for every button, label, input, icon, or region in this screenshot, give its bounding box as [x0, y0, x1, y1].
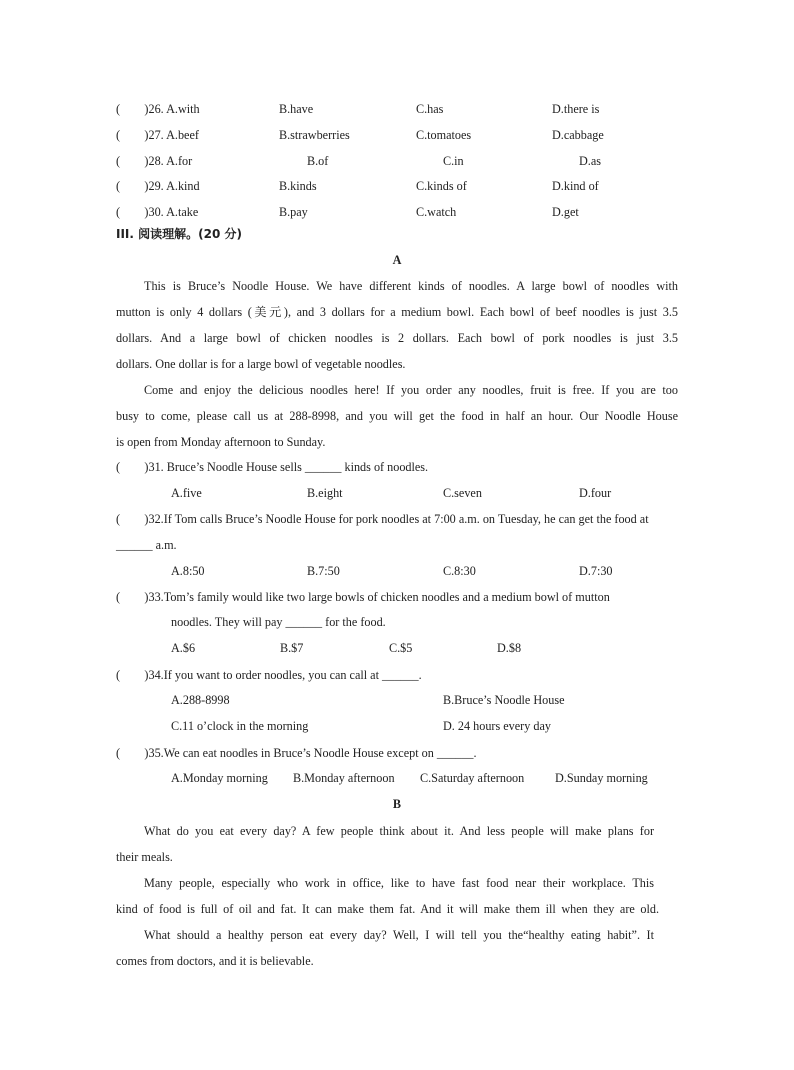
question-number: ( )29. A.kind: [116, 179, 200, 193]
passage-a-line: is open from Monday afternoon to Sunday.: [116, 435, 326, 449]
passage-b-line: What should a healthy person eat every day? Well, I will tell you the“healthy eating habit”. It: [144, 928, 654, 942]
option-d: D. 24 hours every day: [443, 719, 551, 733]
question-stem: ( )32.If Tom calls Bruce’s Noodle House for pork noodles at 7:00 a.m. on Tuesday, he can get the food at: [116, 512, 649, 526]
option-b: B.Monday afternoon: [293, 771, 395, 785]
option-b: B.7:50: [307, 564, 340, 578]
option-c: C.watch: [416, 205, 457, 219]
option-b: B.pay: [279, 205, 308, 219]
option-b: B.$7: [280, 641, 304, 655]
option-a: A.five: [171, 486, 202, 500]
question-number: ( )27. A.beef: [116, 128, 199, 142]
passage-b-label: B: [392, 797, 402, 811]
passage-b-line: comes from doctors, and it is believable.: [116, 954, 314, 968]
option-d: D.7:30: [579, 564, 613, 578]
passage-a-line: mutton is only 4 dollars (美元), and 3 dollars for a medium bowl. Each bowl of beef noodles is just 3.5: [116, 305, 678, 319]
option-b: B.of: [307, 154, 329, 168]
question-stem-continued: ______ a.m.: [116, 538, 177, 552]
passage-a-line: dollars. And a large bowl of chicken noodles is 2 dollars. Each bowl of pork noodles is just 3.5: [116, 331, 678, 345]
option-c: C.$5: [389, 641, 413, 655]
option-d: D.as: [579, 154, 602, 168]
passage-b-line: kind of food is full of oil and fat. It can make them fat. And it will make them ill when they are old.: [116, 902, 659, 916]
option-c: C.in: [443, 154, 464, 168]
option-d: D.$8: [497, 641, 522, 655]
option-c: C.Saturday afternoon: [420, 771, 525, 785]
option-b: B.strawberries: [279, 128, 350, 142]
passage-a-line: Come and enjoy the delicious noodles here! If you order any noodles, fruit is free. If you are too: [144, 383, 678, 397]
question-stem: ( )33.Tom’s family would like two large bowls of chicken noodles and a medium bowl of mutton: [116, 590, 610, 604]
option-b: B.kinds: [279, 179, 317, 193]
passage-b-line: What do you eat every day? A few people think about it. And less people will make plans for: [144, 824, 654, 838]
passage-a: [116, 273, 678, 455]
question-number: ( )26. A.with: [116, 102, 200, 116]
option-c: C.8:30: [443, 564, 476, 578]
option-a: A.$6: [171, 641, 196, 655]
option-b: B.have: [279, 102, 314, 116]
passage-b-line: Many people, especially who work in office, like to have fast food near their workplace. This: [144, 876, 654, 890]
passage-a-line: busy to come, please call us at 288-8998, and you will get the food in half an hour. Our Noodle House: [116, 409, 678, 423]
option-a: A.288-8998: [171, 693, 230, 707]
option-a: A.8:50: [171, 564, 205, 578]
option-c: C.11 o’clock in the morning: [171, 719, 309, 733]
option-c: C.has: [416, 102, 444, 116]
question-stem: ( )35.We can eat noodles in Bruce’s Noodle House except on ______.: [116, 746, 477, 760]
option-a: A.Monday morning: [171, 771, 268, 785]
question-stem-continued: noodles. They will pay ______ for the food.: [171, 615, 386, 629]
option-c: C.tomatoes: [416, 128, 472, 142]
option-d: D.kind of: [552, 179, 599, 193]
option-c: C.seven: [443, 486, 482, 500]
question-number: ( )30. A.take: [116, 205, 199, 219]
option-b: B.eight: [307, 486, 343, 500]
question-stem: ( )31. Bruce’s Noodle House sells ______ kinds of noodles.: [116, 460, 429, 474]
question-stem: ( )34.If you want to order noodles, you can call at ______.: [116, 668, 422, 682]
passage-b: [116, 818, 659, 974]
option-c: C.kinds of: [416, 179, 467, 193]
question-number: ( )28. A.for: [116, 154, 193, 168]
option-d: D.there is: [552, 102, 600, 116]
option-b: B.Bruce’s Noodle House: [443, 693, 565, 707]
option-d: D.four: [579, 486, 612, 500]
passage-b-line: their meals.: [116, 850, 173, 864]
section-title: III. 阅读理解。(20 分): [116, 227, 242, 241]
option-d: D.get: [552, 205, 579, 219]
passage-a-line: dollars. One dollar is for a large bowl of vegetable noodles.: [116, 357, 406, 371]
passage-a-line: This is Bruce’s Noodle House. We have different kinds of noodles. A large bowl of noodles with: [144, 279, 678, 293]
option-d: D.Sunday morning: [555, 771, 648, 785]
option-d: D.cabbage: [552, 128, 604, 142]
passage-a-label: A: [392, 253, 402, 267]
